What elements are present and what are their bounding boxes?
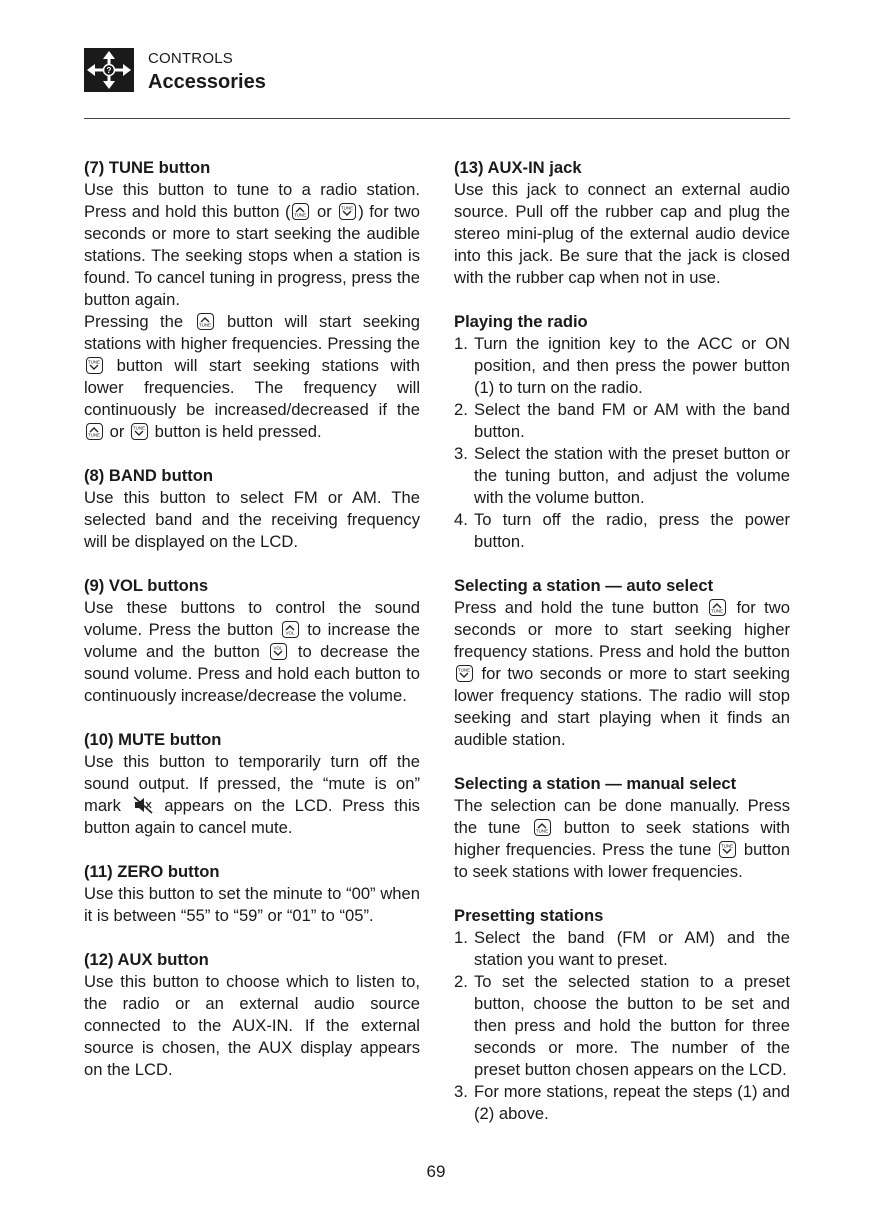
tune-up-button-icon: [709, 599, 726, 616]
section-heading: Playing the radio: [454, 312, 588, 331]
section-heading: (8) BAND button: [84, 466, 214, 485]
left-column: [84, 157, 420, 1103]
svg-text:TUNE: TUNE: [721, 843, 734, 849]
section-label: CONTROLS: [148, 50, 233, 67]
volume-down-button-icon: [270, 643, 287, 660]
section-text: The selection can be done manually. Press the tune TUNE button to seek stations with higher frequencies. Press the tune TUNE button to seek stations with lower frequencies.: [454, 796, 790, 881]
section-heading: Selecting a station — manual select: [454, 774, 737, 793]
list-item: 1. Turn the ignition key to the ACC or ON position, and then press the power button (1) to turn on the radio.: [454, 334, 790, 397]
list-item: 3. Select the station with the preset button or the tuning button, and adjust the volume with the volume button.: [454, 444, 790, 507]
svg-text:TUNE: TUNE: [88, 359, 100, 365]
tune-down-button-icon: [339, 203, 356, 220]
section-text: Use this button to choose which to listen to, the radio or an external audio source connected to the AUX-IN. If the external source is chosen, the AUX display appears on the LCD.: [84, 972, 420, 1079]
aux-in-jack-section: [454, 157, 790, 289]
playing-steps-list: [454, 333, 790, 553]
preset-steps-list: [454, 927, 790, 1125]
page-title: Accessories: [148, 71, 266, 93]
section-text: Use these buttons to control the sound volume. Press the button VOL to increase the volume and the button VOL to decrease the sound volume. Press and hold each button to continuously increase/decrease the volume.: [84, 598, 420, 705]
right-column: [454, 157, 790, 1147]
svg-text:TUNE: TUNE: [711, 608, 724, 613]
mute-button-section: [84, 729, 420, 839]
list-item: 3. For more stations, repeat the steps (1) and (2) above.: [454, 1082, 790, 1123]
manual-select-section: [454, 773, 790, 883]
svg-text:TUNE: TUNE: [133, 425, 146, 431]
svg-text:TUNE: TUNE: [341, 205, 354, 211]
section-heading: (9) VOL buttons: [84, 576, 209, 595]
presetting-section: [454, 905, 790, 1125]
zero-button-section: [84, 861, 420, 927]
aux-button-section: [84, 949, 420, 1081]
svg-text:VOL: VOL: [285, 630, 295, 635]
tune-down-button-icon: [131, 423, 148, 440]
page-number: 69: [426, 1162, 446, 1181]
playing-radio-section: [454, 311, 790, 553]
controls-arrows-icon: [84, 48, 134, 92]
list-item: 2. Select the band FM or AM with the band button.: [454, 400, 790, 441]
vol-buttons-section: [84, 575, 420, 707]
list-item: 1. Select the band (FM or AM) and the station you want to preset.: [454, 928, 790, 969]
svg-text:TUNE: TUNE: [535, 828, 548, 833]
svg-text:VOL: VOL: [273, 645, 283, 651]
svg-text:?: ?: [106, 66, 112, 75]
tune-up-button-icon: [86, 423, 103, 440]
tune-down-button-icon: [456, 665, 473, 682]
section-text: Use this button to select FM or AM. The selected band and the receiving frequency will be displayed on the LCD.: [84, 488, 420, 551]
section-text: Use this button to set the minute to “00” when it is between “55” to “59” or “01” to “05”.: [84, 884, 420, 925]
header-divider: [84, 118, 790, 119]
volume-up-button-icon: [282, 621, 299, 638]
svg-text:TUNE: TUNE: [88, 432, 100, 437]
section-text: Use this jack to connect an external audio source. Pull off the rubber cap and plug the stereo mini-plug of the external audio device into this jack. Be sure that the jack is closed with the rubber cap when not in use.: [454, 180, 790, 287]
section-heading: Selecting a station — auto select: [454, 576, 714, 595]
tune-down-button-icon: [719, 841, 736, 858]
section-text: Pressing the TUNE button will start seeking stations with higher frequencies. Pressing the TUNE button will start seeking stations with lower frequencies. The frequency will continuously be increased/decreased if the TUNE or TUNE button is held pressed.: [84, 312, 420, 441]
section-heading: (7) TUNE button: [84, 158, 211, 177]
auto-select-section: [454, 575, 790, 751]
section-text: Use this button to tune to a radio station. Press and hold this button ( TUNE or TUNE ) for two seconds or more to start seeking the audible stations. The seeking stops when a station is found. To cancel tuning in progress, press the button again.: [84, 180, 420, 309]
list-item: 4. To turn off the radio, press the power button.: [454, 510, 790, 551]
tune-button-section: [84, 157, 420, 443]
tune-up-button-icon: [197, 313, 214, 330]
svg-text:TUNE: TUNE: [458, 667, 470, 673]
section-heading: (11) ZERO button: [84, 862, 220, 881]
section-heading: (13) AUX-IN jack: [454, 158, 582, 177]
section-heading: (10) MUTE button: [84, 730, 222, 749]
list-item: 2. To set the selected station to a preset button, choose the button to be set and then press and hold the button for three seconds or more. The number of the preset button chosen appears on the LCD.: [454, 972, 790, 1079]
svg-text:TUNE: TUNE: [198, 322, 211, 327]
section-text: Use this button to temporarily turn off the sound output. If pressed, the “mute is on” mark appears on the LCD. Press this button again to cancel mute.: [84, 752, 420, 837]
band-button-section: [84, 465, 420, 553]
section-heading: (12) AUX button: [84, 950, 209, 969]
section-text: Press and hold the tune button TUNE for two seconds or more to start seeking higher frequency stations. Press and hold the button TUNE for two seconds or more to start seeking lower frequency stations. The radio will stop seeking and start playing when it finds an audible station.: [454, 598, 790, 749]
tune-up-button-icon: [534, 819, 551, 836]
page-header: [84, 46, 790, 118]
section-heading: Presetting stations: [454, 906, 604, 925]
svg-text:TUNE: TUNE: [294, 212, 307, 217]
mute-icon: [133, 796, 153, 814]
tune-down-button-icon: [86, 357, 103, 374]
tune-up-button-icon: [292, 203, 309, 220]
